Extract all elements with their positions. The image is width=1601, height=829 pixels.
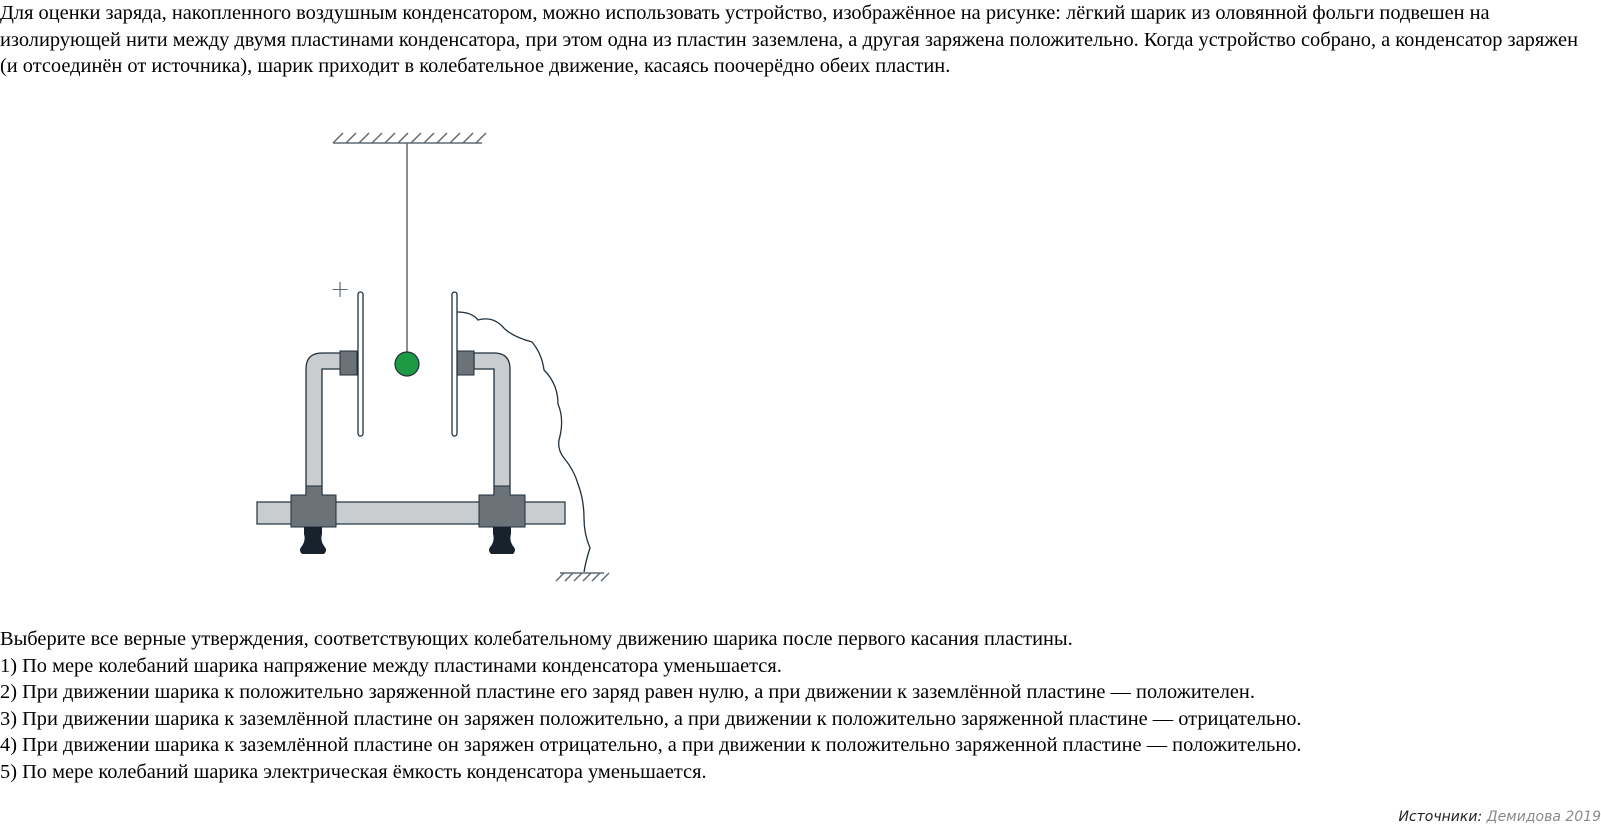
plus-sign: + [329, 275, 351, 303]
left-stand-rod [306, 353, 341, 497]
source-label: Источники: [1398, 809, 1483, 825]
intro-text: Для оценки заряда, накопленного воздушным конденсатором, можно использовать устройство, изображённое на рисунке: лёгкий шарик из оловянной фольги подвешен на изолирующей нити между двумя пластинами конденсатора, при этом одна из пластин заземлена, а другая заряжена положительно. Когда устройство собрано, а конденсатор заряжен (и отсоединён от источника), шарик приходит в колебательное движение, касаясь поочерёдно обеих пластин. [0, 2, 1579, 77]
option-1: 1) По мере колебаний шарика напряжение между пластинами конденсатора уменьшается. [0, 654, 782, 677]
option-3: 3) При движении шарика к заземлённой пластине он заряжен положительно, а при движении к положительно заряженной пластине — отрицательно. [0, 707, 1302, 730]
positive-plate [358, 292, 363, 436]
right-plate-clamp [457, 351, 474, 375]
capacitor-figure [240, 122, 630, 602]
option-4: 4) При движении шарика к заземлённой пластине он заряжен отрицательно, а при движении к положительно заряженной пластине — положительно. [0, 734, 1302, 756]
right-clamp-screw [489, 527, 515, 554]
grounded-plate [452, 292, 457, 436]
question-prompt: Выберите все верные утверждения, соответствующих колебательному движению шарика после первого касания пластины. [0, 628, 1073, 650]
left-base-clamp [291, 486, 336, 527]
left-plate-clamp [340, 351, 357, 375]
right-stand-rod [474, 353, 510, 497]
ground-wire [457, 312, 590, 572]
ceiling-hatch [333, 133, 486, 143]
left-clamp-screw [300, 527, 326, 554]
source-link[interactable]: Демидова 2019 [1486, 809, 1601, 825]
ground-hatch [556, 573, 609, 581]
question-block [0, 626, 1598, 785]
source-line [1398, 808, 1601, 826]
option-2: 2) При движении шарика к положительно заряженной пластине его заряд равен нулю, а при движении к заземлённой пластине — положителен. [0, 681, 1255, 703]
right-base-clamp [479, 486, 525, 527]
option-5: 5) По мере колебаний шарика электрическая ёмкость конденсатора уменьшается. [0, 760, 707, 783]
foil-ball [395, 352, 419, 376]
